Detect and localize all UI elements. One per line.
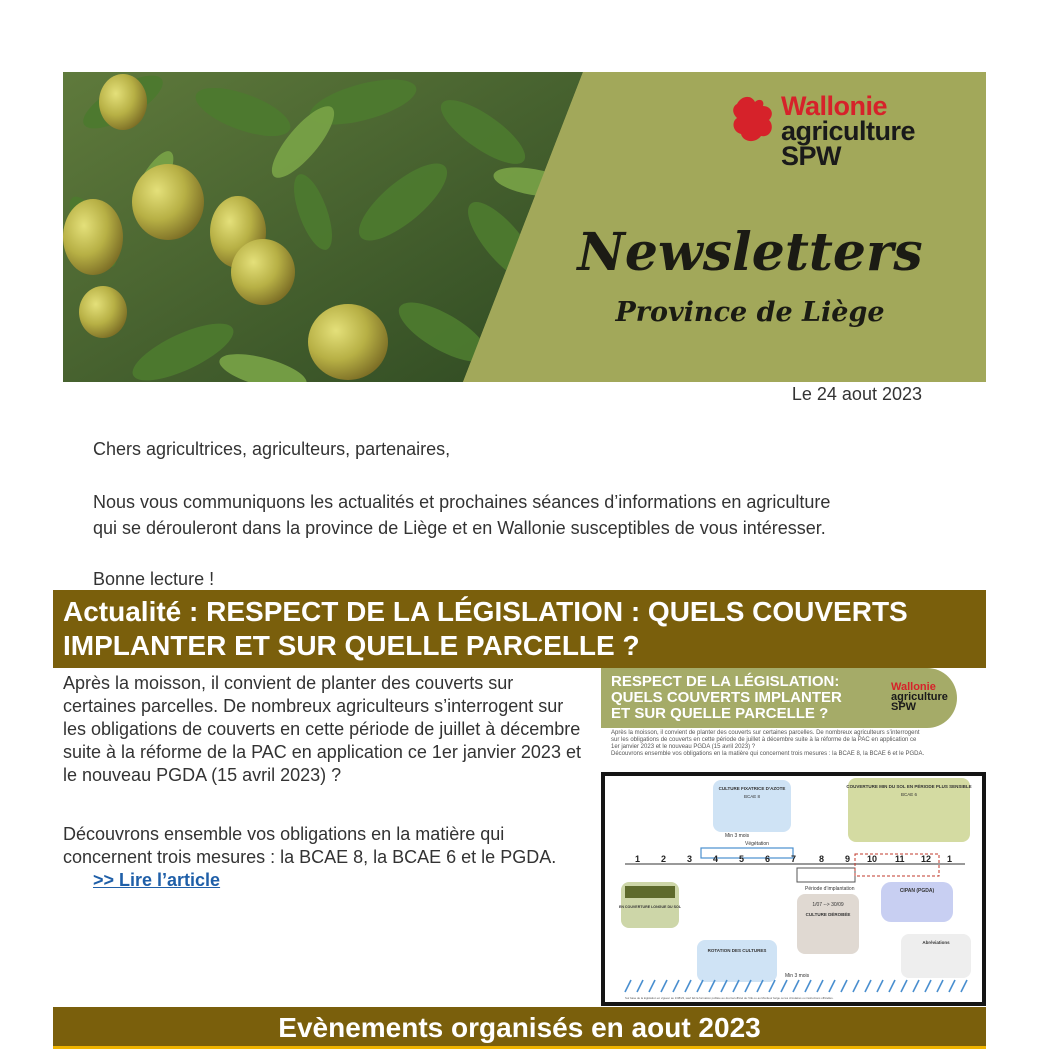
month-1-next: 1 [947, 854, 953, 864]
infographic-logo-spw: SPW [891, 701, 917, 713]
infographic-title-1: RESPECT DE LA LÉGISLATION: [611, 673, 840, 690]
month-8: 8 [819, 854, 825, 864]
infographic-intro-line-3: 1er janvier 2023 et le nouveau PGDA (15 avril 2023) ? [611, 744, 756, 750]
month-7: 7 [791, 854, 797, 864]
article-summary [63, 672, 588, 892]
vegetation-label: Végétation [745, 841, 769, 847]
box-abbreviations-label: Abréviations [922, 940, 950, 945]
read-article-link[interactable]: >> Lire l’article [93, 870, 221, 890]
intro-line-1: Nous vous communiquons les actualités et prochaines séances d’informations en agriculture [93, 492, 831, 512]
month-11: 11 [895, 854, 905, 864]
logo-agriculture: agriculture [781, 116, 916, 146]
min-3-mois-top: Min 3 mois [725, 833, 750, 839]
closing: Bonne lecture ! [93, 569, 215, 589]
infographic-footer: Sur base de la législation en vigueur au 1/08/23, sauf fait la formation publiée au Journal officiel de l’UE ou au Moniteur belge ou les circulaires ou instructions officielles. [625, 996, 834, 1000]
month-10: 10 [867, 854, 878, 864]
box-couverture-longue-label: EN COUVERTURE LONGUE DU SOL [618, 905, 682, 909]
infographic[interactable] [601, 668, 986, 1006]
month-9: 9 [845, 854, 851, 864]
timeline-period-bar [797, 868, 855, 882]
timeline-months [635, 854, 952, 864]
wallonie-agriculture-logo [731, 91, 941, 184]
min-3-mois-bottom: Min 3 mois [785, 973, 810, 979]
section-title-line-2: IMPLANTER ET SUR QUELLE PARCELLE ? [63, 630, 640, 661]
infographic-intro [611, 730, 971, 758]
infographic-logo [891, 682, 948, 712]
rooster-icon [731, 94, 777, 146]
month-1: 1 [635, 854, 641, 864]
logo-wallonie: Wallonie [781, 91, 888, 121]
section-title-line-1: Actualité : RESPECT DE LA LÉGISLATION : QUELS COUVERTS [63, 596, 908, 627]
box-couverture-sol-label: COUVERTURE MIN DU SOL EN PÉRIODE PLUS SENSIBLE [846, 784, 972, 789]
intro-paragraph [93, 489, 830, 541]
box-cipan-label: CIPAN (PGDA) [899, 888, 935, 894]
month-5: 5 [739, 854, 745, 864]
section-actualite-header [53, 590, 986, 668]
infographic-panel [605, 776, 982, 1002]
box-culture-fixatrice-code: BCAE 8 [743, 794, 761, 799]
newsletter-subtitle: Province de Liège [615, 297, 885, 328]
box-couverture-sol-code: BCAE 6 [900, 792, 918, 797]
logo-spw: SPW [781, 141, 842, 171]
infographic-title-2: QUELS COUVERTS IMPLANTER [611, 689, 842, 706]
periode-label: Période d’implantation [805, 886, 855, 892]
month-12: 12 [921, 854, 932, 864]
article-paragraph-1: Après la moisson, il convient de planter des couverts sur certaines parcelles. De nombreux agriculteurs s’interrogent sur les obligations de couverts en cette période de juillet à décembre suite à la réforme de la PAC en application ce 1er janvier 2023 et le nouveau PGDA (15 avril 2023) ? [63, 673, 581, 785]
month-3: 3 [687, 854, 693, 864]
infographic-intro-line-4: Découvrons ensemble vos obligations en la matière qui concernent trois mesures : la BCAE 8, la BCAE 6 et le PGDA. [611, 751, 925, 757]
intro-line-2: qui se dérouleront dans la province de Liège et en Wallonie susceptibles de vous intéresser. [93, 518, 826, 538]
box-rotation [697, 940, 777, 982]
issue-date: Le 24 aout 2023 [791, 384, 922, 404]
infographic-title-3: ET SUR QUELLE PARCELLE ? [611, 705, 829, 722]
infographic-intro-line-1: Après la moisson, il convient de planter des couverts sur certaines parcelles. De nombreux agriculteurs s’interrogent [611, 730, 920, 736]
infographic-logo-wallonie: Wallonie [891, 681, 936, 693]
month-6: 6 [765, 854, 771, 864]
culture-derobee-label: CULTURE DÉROBÉE [805, 912, 851, 917]
month-2: 2 [661, 854, 667, 864]
newsletter-title: Newsletters [577, 222, 923, 283]
month-4: 4 [713, 854, 719, 864]
infographic-intro-line-2: sur les obligations de couverts en cette période de juillet à décembre suite à la réforme de la PAC en application ce [611, 737, 917, 743]
box-rotation-label: ROTATION DES CULTURES [707, 948, 767, 953]
infographic-logo-agriculture: agriculture [891, 691, 948, 703]
infographic-diagram [605, 776, 982, 1002]
greeting: Chers agricultrices, agriculteurs, partenaires, [93, 439, 451, 459]
hatch-pattern [625, 980, 967, 992]
box-culture-fixatrice-label: CULTURE FIXATRICE D’AZOTE [718, 786, 786, 791]
infographic-header [601, 668, 957, 728]
periode-dates: 1/07 --> 30/09 [812, 902, 844, 908]
section-events-header: Evènements organisés en aout 2023 [53, 1007, 986, 1049]
article-paragraph-2: Découvrons ensemble vos obligations en la matière qui concernent trois mesures : la BCAE 8, la BCAE 6 et le PGDA. [63, 824, 557, 867]
newsletter-banner [63, 72, 986, 382]
